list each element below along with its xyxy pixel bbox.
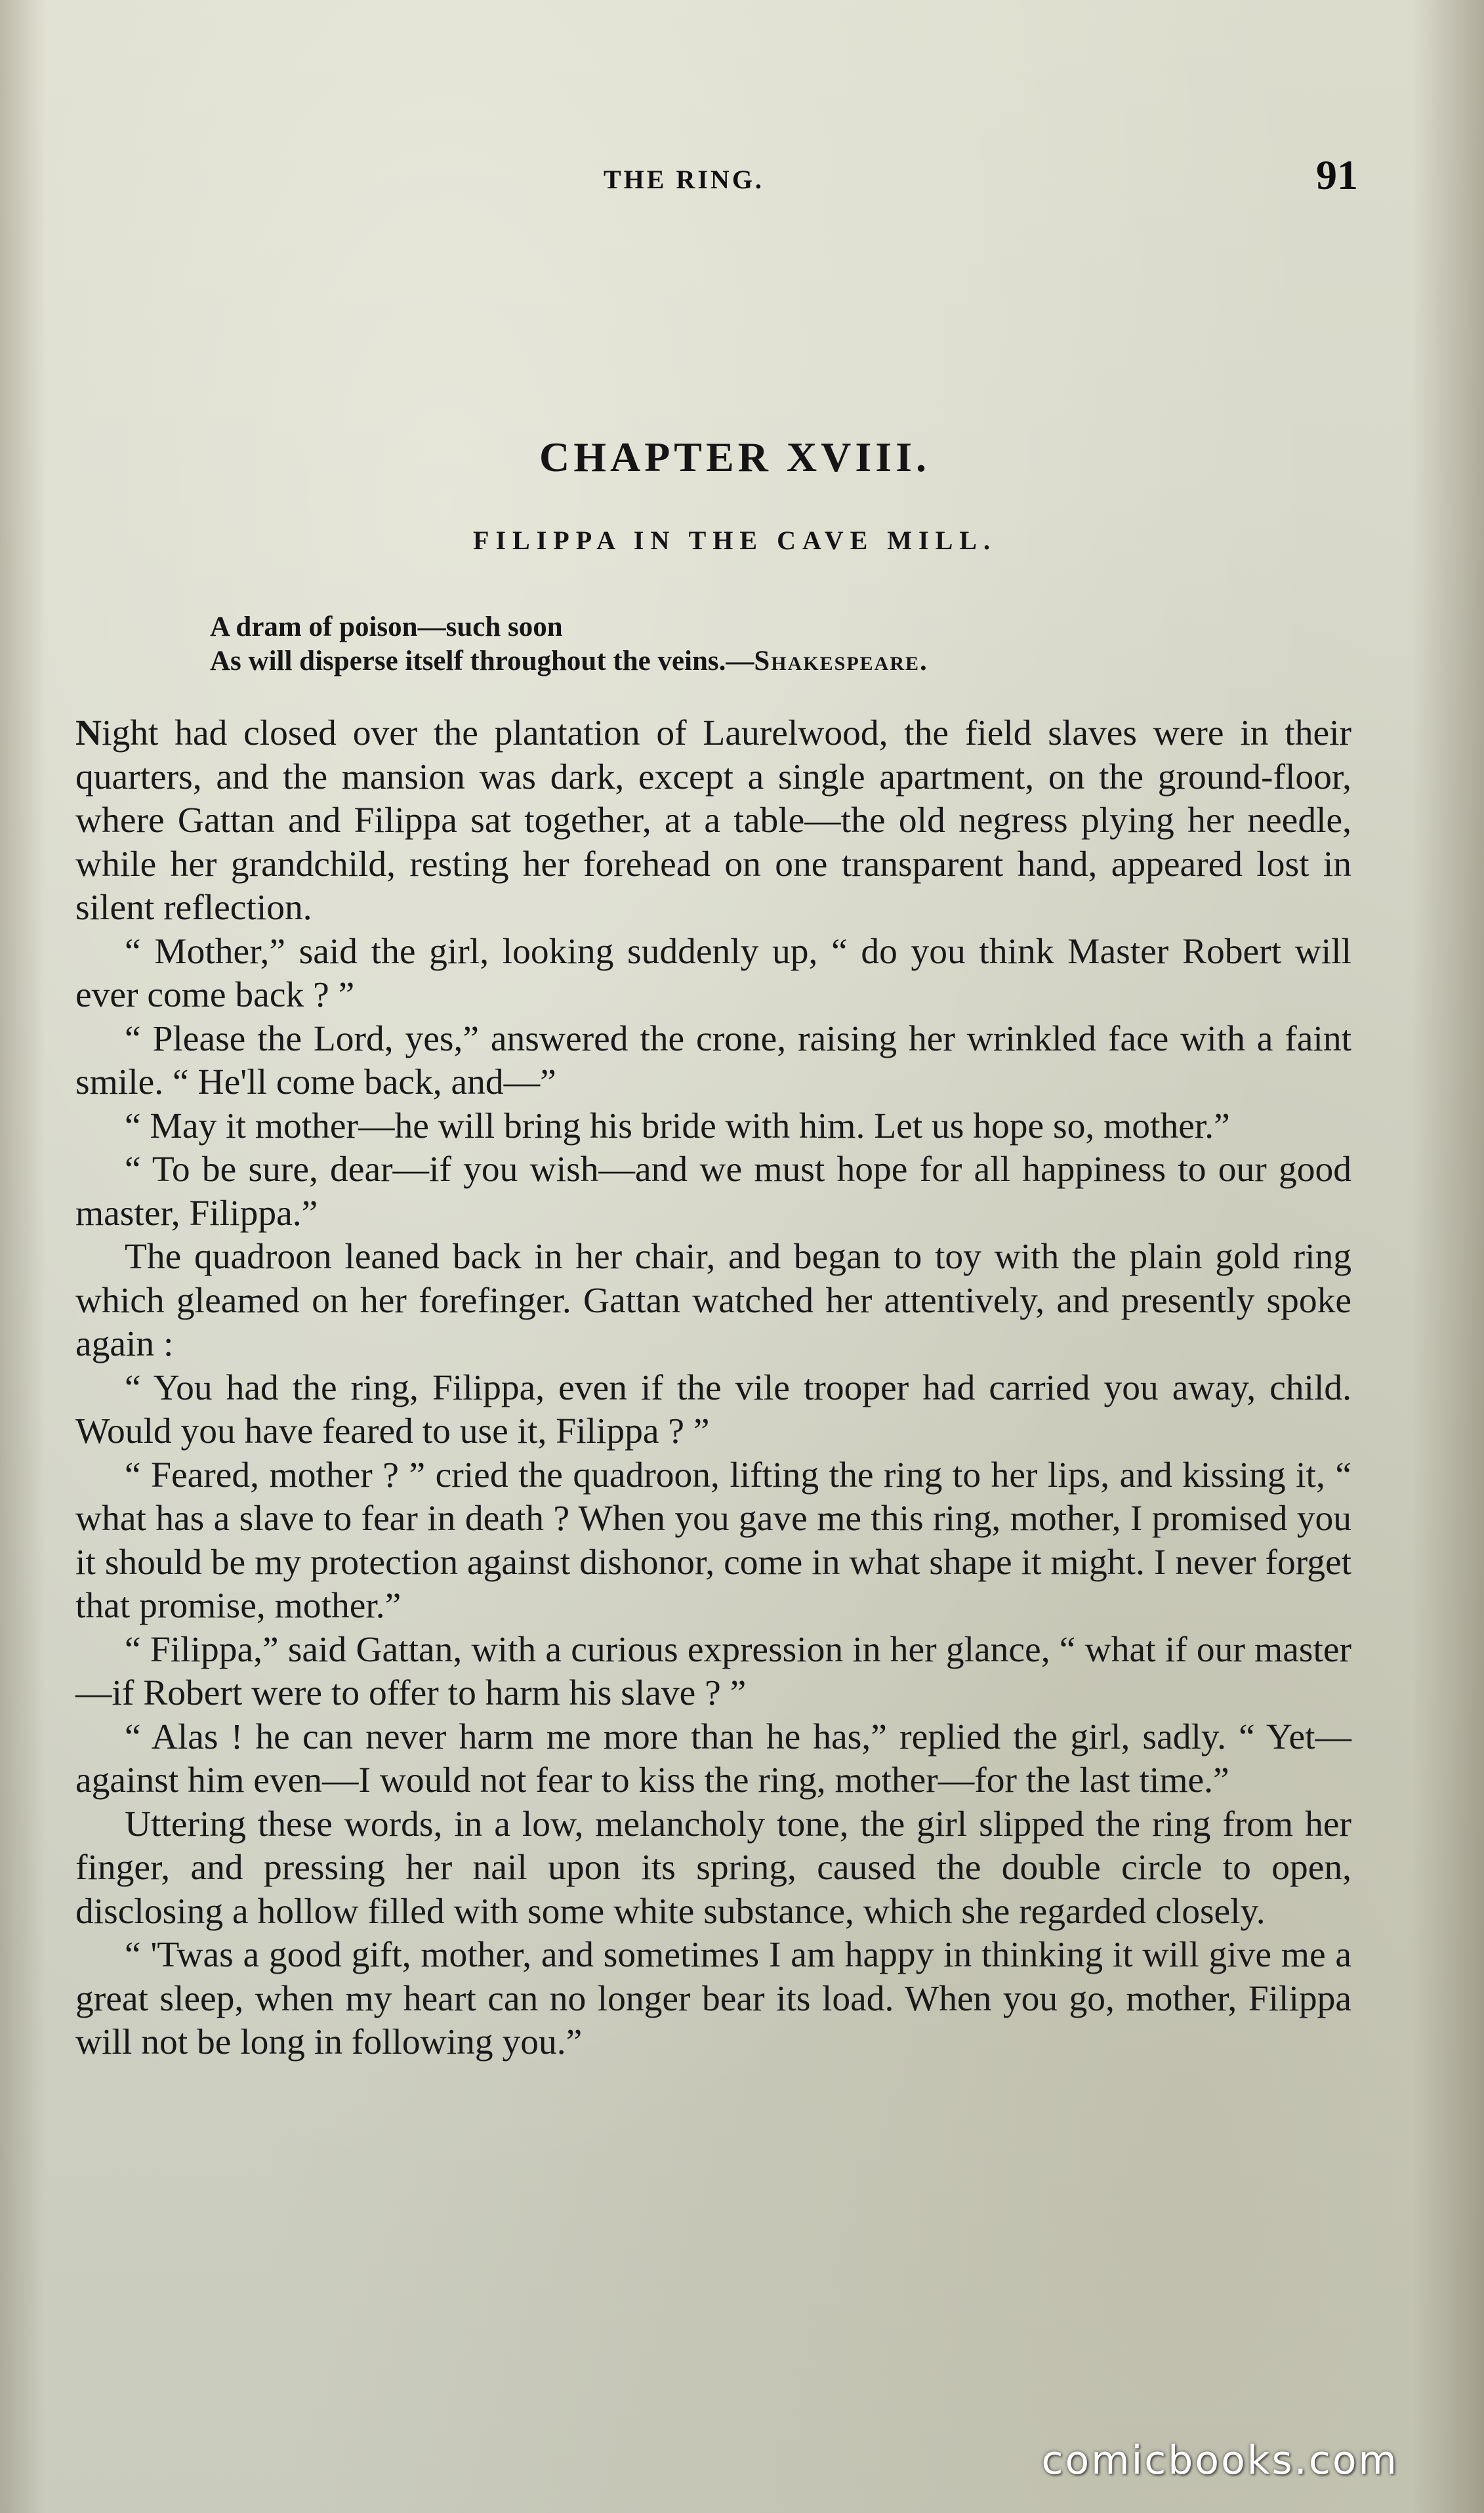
page-edge-shadow-right xyxy=(1412,0,1484,2513)
paragraph-8: “ Feared, mother ? ” cried the quadroon, lifting the ring to her lips, and kissing it, “ what has a slave to fear in death ? When you gave me this ring, mother, I promised you it should be my protection against dishonor, come in what shape it might. I never forget that promise, mother.” xyxy=(75,1455,1351,1626)
chapter-title: CHAPTER XVIII. xyxy=(539,434,931,480)
body-text xyxy=(75,712,1351,2065)
watermark: comicbooks.com xyxy=(1041,2438,1399,2483)
page-number: 91 xyxy=(1316,152,1358,198)
epigraph-line-2 xyxy=(210,644,1292,678)
paragraph-9: “ Filippa,” said Gattan, with a curious expression in her glance, “ what if our master—if Robert were to offer to harm his slave ? ” xyxy=(75,1629,1351,1713)
epigraph xyxy=(210,610,1292,678)
paragraph-1: Night had closed over the plantation of Laurelwood, the field slaves were in their quarters, and the mansion was dark, except a single apartment, on the ground-floor, where Gattan and Filippa sat together, at a table—the old negress plying her needle, while her grandchild, resting her forehead on one transparent hand, appeared lost in silent reflection. xyxy=(75,713,1351,928)
chapter-subtitle: FILIPPA IN THE CAVE MILL. xyxy=(473,526,997,555)
page-header xyxy=(98,151,1371,203)
page-edge-shadow-left xyxy=(0,0,46,2513)
running-head: THE RING. xyxy=(604,165,764,194)
epigraph-attribution: Shakespeare. xyxy=(754,646,928,676)
epigraph-line-1: A dram of poison—such soon xyxy=(210,612,563,642)
paragraph-12: “ 'Twas a good gift, mother, and sometimes I am happy in thinking it will give me a great sleep, when my heart can no longer bear its load. When you go, mother, Filippa will not be long in following you.” xyxy=(75,1935,1351,2062)
paragraph-4: “ May it mother—he will bring his bride with him. Let us hope so, mother.” xyxy=(125,1106,1230,1146)
paragraph-5: “ To be sure, dear—if you wish—and we must hope for all happiness to our good master, Filippa.” xyxy=(75,1150,1351,1234)
paragraph-7: “ You had the ring, Filippa, even if the vile trooper had carried you away, child. Would you have feared to use it, Filippa ? ” xyxy=(75,1367,1351,1451)
paragraph-2: “ Mother,” said the girl, looking suddenly up, “ do you think Master Robert will ever come back ? ” xyxy=(75,931,1351,1015)
paragraph-11: Uttering these words, in a low, melancholy tone, the girl slipped the ring from her finger, and pressing her nail upon its spring, caused the double circle to open, disclosing a hollow filled with some white substance, which she regarded closely. xyxy=(75,1804,1351,1932)
paragraph-10: “ Alas ! he can never harm me more than he has,” replied the girl, sadly. “ Yet—against him even—I would not fear to kiss the ring, mother—for the last time.” xyxy=(75,1716,1351,1800)
paragraph-3: “ Please the Lord, yes,” answered the crone, raising her wrinkled face with a faint smile. “ He'll come back, and—” xyxy=(75,1018,1351,1102)
epigraph-line-2-text: As will disperse itself throughout the veins.— xyxy=(210,646,754,676)
paragraph-6: The quadroon leaned back in her chair, and began to toy with the plain gold ring which gleamed on her forefinger. Gattan watched her attentively, and presently spoke again : xyxy=(75,1237,1351,1364)
